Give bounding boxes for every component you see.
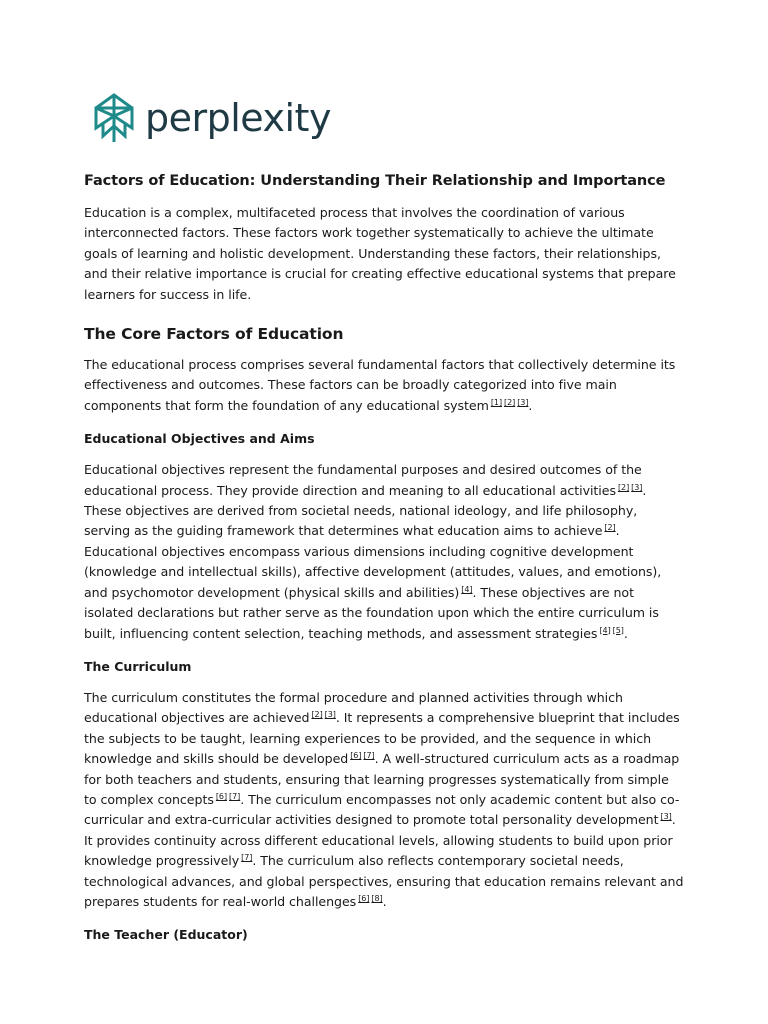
text-run: . [623,625,628,641]
intro-paragraph: Education is a complex, multifaceted process that involves the coordination of various interconnected factors. These factors work together systematically to achieve the ultimate goals of learning and holistic development. Understanding these factors, their relationships, and their relative importance is crucial for creating effective educational systems that prepare learners for success in life. [84,205,676,302]
core-factors-paragraph [84,355,684,416]
text-run: . The curriculum encompasses not only academic content but also co-curricular and extra-curricular activities designed to promote total personality development [84,791,680,828]
text-run: . A well-structured curriculum acts as a roadmap for both teachers and students, ensuring that learning progresses systematically from simple to complex concepts [84,751,680,807]
brand-wordmark: perplexity [145,96,331,140]
citation-link[interactable]: [3] [517,397,529,407]
text-run: . It represents a comprehensive blueprint that includes the subjects to be taught, learning experiences to be provided, and the sequence in which knowledge and skills should be developed [84,710,680,767]
text-run: . It provides continuity across different educational levels, allowing students to build upon prior knowledge progressively [84,812,676,869]
citation-link[interactable]: [6] [350,751,362,761]
text-run: . [382,893,387,909]
article [84,171,684,956]
citation-link[interactable]: [4] [461,584,473,594]
brand-logo [93,92,331,144]
citation-link[interactable]: [2] [617,482,630,492]
text-run: The curriculum constitutes the formal procedure and planned activities through which educational objectives are achieved [84,689,623,726]
citation-link[interactable]: [4] [599,625,611,635]
citation-link[interactable]: [7] [363,751,375,761]
perplexity-logo-icon [93,92,135,144]
curriculum-paragraph [84,688,684,912]
text-run: . Educational objectives encompass various dimensions including cognitive development (knowledge and intellectual skills), affective development (attitudes, values, and emotions), and psychomotor development (physical skills and abilities) [84,523,662,600]
citation-link[interactable]: [6] [358,893,370,903]
citation-link[interactable]: [8] [371,893,383,903]
section-heading-core-factors: The Core Factors of Education [84,325,344,344]
citation-link[interactable]: [3] [324,710,336,720]
text-run: . [528,397,533,413]
citation-link[interactable]: [2] [504,397,516,407]
text-run: The educational process comprises several fundamental factors that collectively determine its effectiveness and outcomes. These factors can be broadly categorized into five main components that form the foundation of any educational system [84,357,676,413]
citation-link[interactable]: [5] [612,625,624,635]
text-run: . These objectives are derived from societal needs, national ideology, and life philosophy, serving as the guiding framework that determines what education aims to achieve [84,482,647,539]
subheading-teacher: The Teacher (Educator) [84,927,248,943]
article-title: Factors of Education: Understanding Their Relationship and Importance [84,173,666,189]
citation-link[interactable]: [2] [604,523,616,533]
citation-link[interactable]: [1] [490,397,503,407]
subheading-curriculum: The Curriculum [84,658,192,674]
citation-link[interactable]: [2] [311,710,323,720]
citation-link[interactable]: [6] [215,791,228,801]
subheading-objectives: Educational Objectives and Aims [84,431,315,447]
objectives-paragraph [84,460,684,644]
citation-link[interactable]: [3] [660,812,672,822]
citation-link[interactable]: [7] [241,853,253,863]
text-run: . These objectives are not isolated declarations but rather serve as the foundation upon which the entire curriculum is built, influencing content selection, teaching methods, and assessment strategies [84,584,659,641]
text-run: Educational objectives represent the fundamental purposes and desired outcomes of the educational process. They provide direction and meaning to all educational activities [84,462,642,498]
citation-link[interactable]: [7] [229,791,241,801]
citation-link[interactable]: [3] [631,482,643,492]
text-run: . The curriculum also reflects contemporary societal needs, technological advances, and global perspectives, ensuring that education remains relevant and prepares students for real-world challenges [84,853,684,909]
